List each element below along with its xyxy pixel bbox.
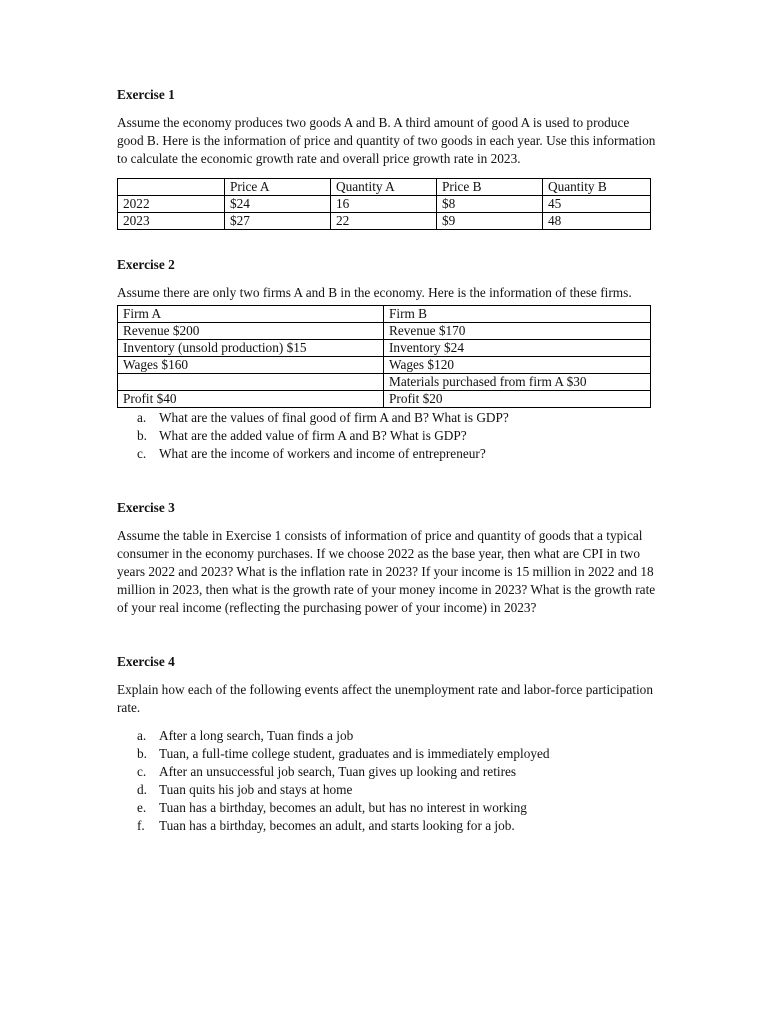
table-row [118,323,651,340]
list-marker: d. [137,782,147,797]
list-text: What are the added value of firm A and B? What is GDP? [159,428,467,443]
table-cell: Firm A [118,306,384,323]
list-item [117,427,657,445]
table-cell: 16 [331,196,437,213]
list-marker: a. [137,410,147,425]
table-cell: Profit $40 [118,391,384,408]
table-cell: Inventory $24 [384,340,651,357]
list-marker: a. [137,728,147,743]
table-cell: Revenue $170 [384,323,651,340]
table-cell: Quantity A [331,179,437,196]
table-row [118,374,651,391]
list-item [117,817,657,835]
table-header-row [118,179,651,196]
table-cell: $8 [437,196,543,213]
exercise-2-title: Exercise 2 [117,257,175,272]
list-text: What are the values of final good of firm A and B? What is GDP? [159,410,509,425]
table-row [118,357,651,374]
list-text: Tuan, a full-time college student, graduates and is immediately employed [159,746,550,761]
table-cell: Revenue $200 [118,323,384,340]
exercise-2 [117,256,657,463]
list-marker: f. [137,818,145,833]
exercise-1-body: Assume the economy produces two goods A and B. A third amount of good A is used to produce good B. Here is the information of price and quantity of two goods in each year. Use this information to calculate the economic growth rate and overall price growth rate in 2023. [117,115,656,166]
table-cell: Wages $160 [118,357,384,374]
exercise-4-body: Explain how each of the following events affect the unemployment rate and labor-force participation rate. [117,682,653,715]
list-item [117,745,657,763]
exercise-2-questions [117,409,657,463]
table-cell: Profit $20 [384,391,651,408]
list-marker: e. [137,800,147,815]
table-cell: 48 [543,213,651,230]
table-cell: Materials purchased from firm A $30 [384,374,651,391]
exercise-4 [117,653,657,835]
table-cell: Wages $120 [384,357,651,374]
exercise-3-title: Exercise 3 [117,500,175,515]
list-text: After an unsuccessful job search, Tuan gives up looking and retires [159,764,517,779]
list-item [117,727,657,745]
table-cell: Price A [225,179,331,196]
exercise-1-title: Exercise 1 [117,87,175,102]
table-row [118,196,651,213]
list-marker: b. [137,746,147,761]
list-text: Tuan has a birthday, becomes an adult, and starts looking for a job. [159,818,515,833]
list-marker: c. [137,446,147,461]
list-text: After a long search, Tuan finds a job [159,728,354,743]
list-item [117,781,657,799]
list-item [117,763,657,781]
table-cell: 22 [331,213,437,230]
table-cell: $27 [225,213,331,230]
exercise-2-body: Assume there are only two firms A and B in the economy. Here is the information of these firms. [117,285,632,300]
table-row [118,213,651,230]
firms-table [117,305,651,408]
exercise-3-body: Assume the table in Exercise 1 consists of information of price and quantity of goods that a typical consumer in the economy purchases. If we choose 2022 as the base year, then what are CPI in two years 2022 and 2023? What is the inflation rate in 2023? If your income is 15 million in 2022 and 18 million in 2023, then what is the growth rate of your money income in 2023? What is the growth rate of your real income (reflecting the purchasing power of your income) in 2023? [117,528,656,615]
table-cell: Price B [437,179,543,196]
table-cell: 2022 [118,196,225,213]
list-text: Tuan quits his job and stays at home [159,782,353,797]
table-cell [118,179,225,196]
table-row [118,391,651,408]
table-cell: Firm B [384,306,651,323]
document-page [117,86,657,835]
list-marker: c. [137,764,147,779]
exercise-3 [117,499,657,617]
table-row [118,306,651,323]
table-cell: Quantity B [543,179,651,196]
table-cell [118,374,384,391]
exercise-4-title: Exercise 4 [117,654,175,669]
price-quantity-table [117,178,651,230]
table-cell: 45 [543,196,651,213]
list-text: Tuan has a birthday, becomes an adult, but has no interest in working [159,800,527,815]
exercise-1 [117,86,657,230]
list-item [117,799,657,817]
table-cell: 2023 [118,213,225,230]
table-cell: Inventory (unsold production) $15 [118,340,384,357]
table-cell: $9 [437,213,543,230]
list-item [117,409,657,427]
list-item [117,445,657,463]
exercise-4-items [117,727,657,835]
table-row [118,340,651,357]
table-cell: $24 [225,196,331,213]
list-marker: b. [137,428,147,443]
list-text: What are the income of workers and income of entrepreneur? [159,446,486,461]
